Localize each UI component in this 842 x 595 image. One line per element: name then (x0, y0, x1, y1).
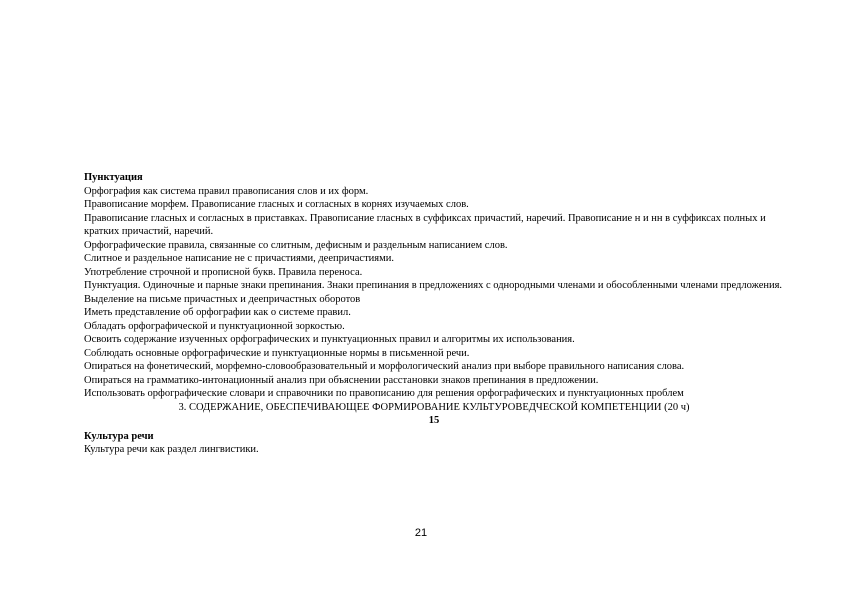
text-line-9: Иметь представление об орфографии как о системе правил. (84, 307, 351, 318)
section-title: 3. СОДЕРЖАНИЕ, ОБЕСПЕЧИВАЮЩЕЕ ФОРМИРОВАНИЕ КУЛЬТУРОВЕДЧЕСКОЙ КОМПЕТЕНЦИИ (20 ч) (178, 401, 690, 413)
section-number: 15 (428, 415, 440, 426)
text-line-3: Правописание гласных и согласных в приставках. Правописание гласных в суффиксах причастий, наречий. Правописание н и нн в суффиксах полных и кратких причастий, наречий. (84, 212, 766, 237)
text-line-13: Опираться на фонетический, морфемно-словообразовательный и морфологический анализ при выборе правильного написания слова. (84, 361, 685, 372)
text-line-8: Выделение на письме причастных и деепричастных оборотов (84, 293, 361, 305)
text-line-1: Орфография как система правил правописания слов и их форм. (84, 185, 369, 197)
document-body (84, 171, 784, 457)
culture-line: Культура речи как раздел лингвистики. (84, 444, 259, 455)
text-line-12: Соблюдать основные орфографические и пунктуационные нормы в письменной речи. (84, 347, 470, 359)
heading-culture: Культура речи (84, 430, 154, 442)
text-line-7: Пунктуация. Одиночные и парные знаки препинания. Знаки препинания в предложениях с однородными членами и обособленными членами предложения. (84, 280, 783, 291)
text-line-11: Освоить содержание изученных орфографических и пунктуационных правил и алгоритмы их использования. (84, 334, 575, 345)
text-line-4: Орфографические правила, связанные со слитным, дефисным и раздельным написанием слов. (84, 239, 508, 251)
text-line-2: Правописание морфем. Правописание гласных и согласных в корнях изучаемых слов. (84, 199, 469, 210)
heading-punctuation: Пунктуация (84, 172, 143, 183)
text-line-15: Использовать орфографические словари и справочники по правописанию для решения орфографических и пунктуационных проблем (84, 388, 684, 399)
text-line-6: Употребление строчной и прописной букв. Правила переноса. (84, 266, 363, 278)
text-line-5: Слитное и раздельное написание не с причастиями, деепричастиями. (84, 253, 395, 264)
text-line-14: Опираться на грамматико-интонационный анализ при объяснении расстановки знаков препинания в предложении. (84, 374, 599, 386)
page-number: 21 (414, 527, 428, 539)
text-line-10: Обладать орфографической и пунктуационной зоркостью. (84, 320, 345, 332)
